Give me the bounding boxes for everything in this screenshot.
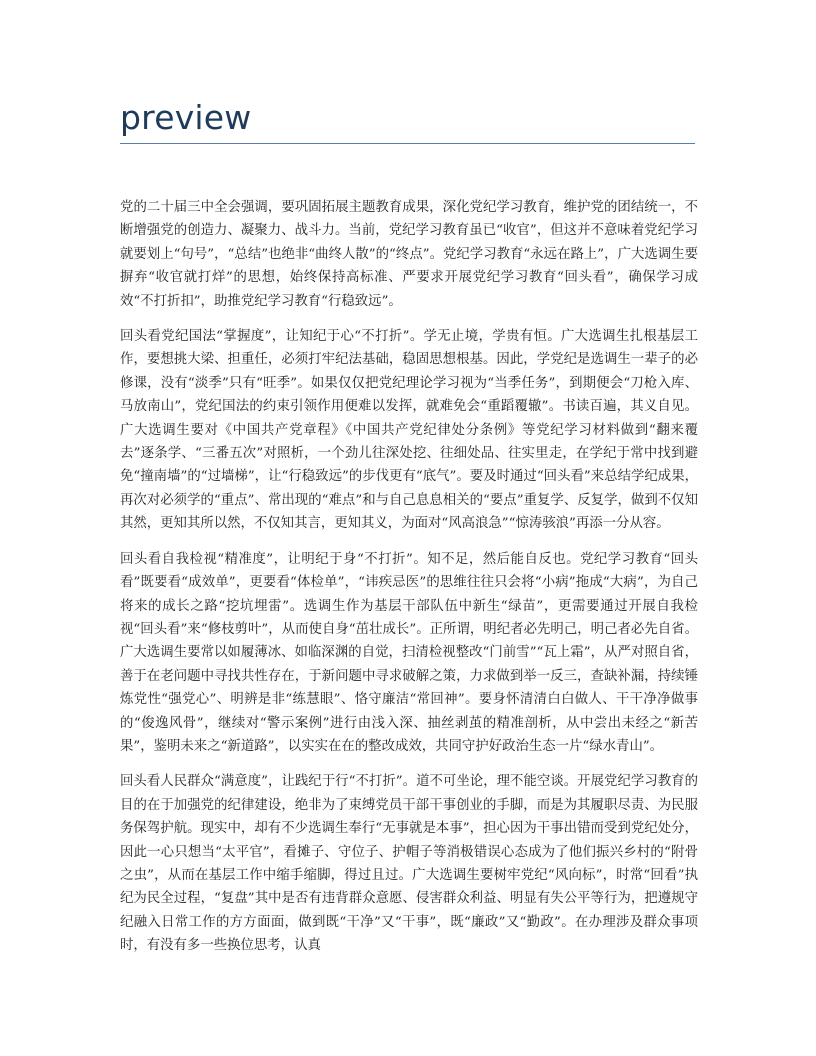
paragraph: 党的二十届三中全会强调，要巩固拓展主题教育成果，深化党纪学习教育，维护党的团结统一，不断增强党的创造力、凝聚力、战斗力。当前，党纪学习教育虽已“收官”，但这并不意味着党纪学习就要划上“句号”，“总结”也绝非“曲终人散”的“终点”。党纪学习教育“永远在路上”，广大选调生要摒弃“收官就打烊”的思想，始终保持高标准、严要求开展党纪学习教育“回头看”，确保学习成效“不打折扣”，助推党纪学习教育“行稳致远”。 bbox=[120, 200, 698, 309]
paragraph: 回头看自我检视“精准度”，让明纪于身“不打折”。知不足，然后能自反也。党纪学习教育“回头看”既要看“成效单”，更要看“体检单”，“讳疾忌医”的思维往往只会将“小病”拖成“大病”，为自己将来的成长之路“挖坑埋雷”。选调生作为基层干部队伍中新生“绿苗”，更需要通过开展自我检视“回头看”来“修枝剪叶”，从而使自身“茁壮成长”。正所谓，明纪者必先明己，明己者必先自省。广大选调生要常以如履薄冰、如临深渊的自觉，扫清检视整改“门前雪”“瓦上霜”，从严对照自省，善于在老问题中寻找共性存在，于新问题中寻求破解之策，力求做到举一反三，查缺补漏，持续锤炼党性“强党心”、明辨是非“练慧眼”、恪守廉洁“常回神”。要身怀清清白白做人、干干净净做事的“俊逸风骨”，继续对“警示案例”进行由浅入深、抽丝剥茧的精准剖析，从中尝出未经之“新苦果”，鉴明未来之“新道路”，以实实在在的整改成效，共同守护好政治生态一片“绿水青山”。 bbox=[120, 551, 698, 754]
title-underline bbox=[120, 143, 695, 144]
document-title: preview bbox=[120, 98, 252, 137]
paragraph: 回头看党纪国法“掌握度”，让知纪于心“不打折”。学无止境，学贵有恒。广大选调生扎根基层工作，要想挑大梁、担重任，必须打牢纪法基础，稳固思想根基。因此，学党纪是选调生一辈子的必修课，没有“淡季”只有“旺季”。如果仅仅把党纪理论学习视为“当季任务”，到期便会“刀枪入库、马放南山”，党纪国法的约束引领作用便难以发挥，就难免会“重蹈覆辙”。书读百遍，其义自见。广大选调生要对《中国共产党章程》《中国共产党纪律处分条例》等党纪学习材料做到“翻来覆去”逐条学、“三番五次”对照析，一个劲儿往深处挖、往细处品、往实里走，在学纪于常中找到避免“撞南墙”的“过墙梯”，让“行稳致远”的步伐更有“底气”。要及时通过“回头看”来总结学纪成果，再次对必须学的“重点”、常出现的“难点”和与自己息息相关的“要点”重复学、反复学，做到不仅知其然，更知其所以然，不仅知其言，更知其义，为面对“风高浪急”“惊涛骇浪”再添一分从容。 bbox=[120, 329, 698, 532]
document-body bbox=[120, 196, 698, 970]
paragraph: 回头看人民群众“满意度”，让践纪于行“不打折”。道不可坐论，理不能空谈。开展党纪学习教育的目的在于加强党的纪律建设，绝非为了束缚党员干部干事创业的手脚，而是为其履职尽责、为民服务保驾护航。现实中，却有不少选调生奉行“无事就是本事”，担心因为干事出错而受到党纪处分，因此一心只想当“太平官”，看摊子、守位子、护帽子等消极错误心态成为了他们振兴乡村的“附骨之虫”，从而在基层工作中缩手缩脚，得过且过。广大选调生要树牢党纪“风向标”，时常“回看”执纪为民全过程，“复盘”其中是否有违背群众意愿、侵害群众利益、明显有失公平等行为，把遵规守纪融入日常工作的方方面面，做到既“干净”又“干事”，既“廉政”又“勤政”。在办理涉及群众事项时，有没有多一些换位思考，认真 bbox=[120, 774, 698, 954]
